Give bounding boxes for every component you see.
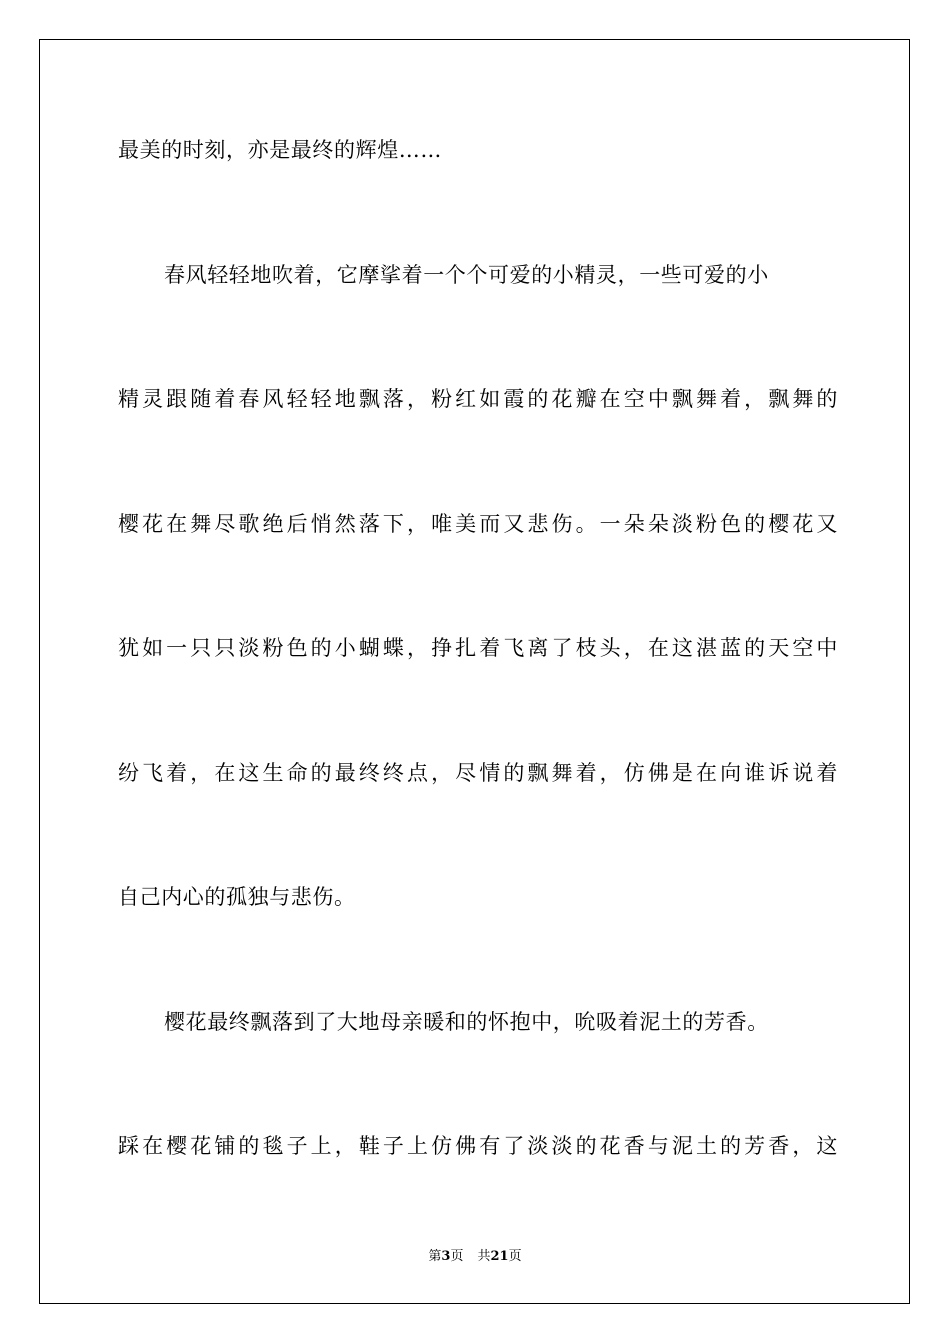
footer-total-prefix: 共: [477, 1249, 491, 1264]
text-line-7: 自己内心的孤独与悲伤。: [118, 885, 356, 909]
text-line-6: 纷飞着，在这生命的最终终点，尽情的飘舞着，仿佛是在向谁诉说着: [118, 761, 838, 785]
page-footer: [0, 1248, 950, 1266]
footer-page-prefix: 第: [428, 1249, 442, 1264]
text-line-2: 春风轻轻地吹着，它摩挲着一个个可爱的小精灵，一些可爱的小: [164, 263, 769, 287]
text-line-9: 踩在樱花铺的毯子上，鞋子上仿佛有了淡淡的花香与泥土的芳香，这: [118, 1134, 838, 1158]
text-line-4: 樱花在舞尽歌绝后悄然落下，唯美而又悲伤。一朵朵淡粉色的樱花又: [118, 512, 838, 536]
text-line-1: 最美的时刻，亦是最终的辉煌……: [118, 138, 442, 162]
text-line-3: 精灵跟随着春风轻轻地飘落，粉红如霞的花瓣在空中飘舞着，飘舞的: [118, 387, 838, 411]
footer-total-pages: 21: [490, 1249, 509, 1264]
page-border: [39, 39, 910, 1304]
text-line-8: 樱花最终飘落到了大地母亲暖和的怀抱中，吮吸着泥土的芳香。: [164, 1010, 769, 1034]
footer-page-number: 3: [441, 1249, 451, 1264]
footer-page-suffix: 页: [450, 1249, 464, 1264]
footer-total-suffix: 页: [508, 1249, 522, 1264]
text-line-5: 犹如一只只淡粉色的小蝴蝶，挣扎着飞离了枝头，在这湛蓝的天空中: [118, 636, 838, 660]
